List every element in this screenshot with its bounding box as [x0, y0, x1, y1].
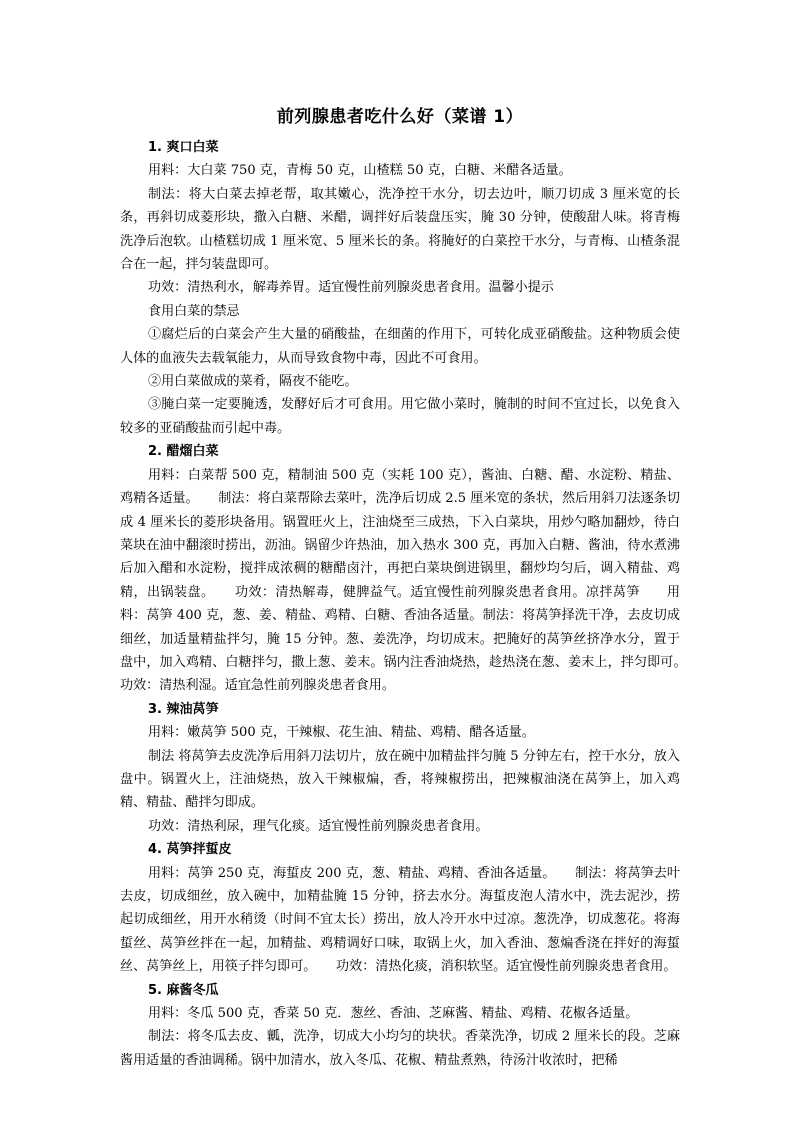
paragraph: 功效：清热利尿，理气化痰。适宜慢性前列腺炎患者食用。: [148, 818, 489, 834]
paragraph: 用料：大白菜 750 克，青梅 50 克，山楂糕 50 克，白糖、米醋各适量。: [148, 163, 572, 179]
paragraph: 用料：冬瓜 500 克，香菜 50 克．葱丝、香油、芝麻酱、精盐、鸡精、花椒各适量。: [148, 1006, 639, 1022]
recipe-section-3: [120, 698, 680, 838]
paragraph: 用料：白菜帮 500 克，精制油 500 克（实耗 100 克），酱油、白糖、醋、水淀粉、精盐、鸡精各适量。 制法：将白菜帮除去菜叶，洗净后切成 2.5 厘米宽的条状，然后用斜刀法逐条切成 4 厘米长的菱形块备用。锅置旺火上，注油烧至三成热，下入白菜块，用炒勺略加翻炒，待白菜块在油中翻滚时捞出，沥油。锅留少许热油，加入热水 300 克，再加入白糖、酱油，待水煮沸后加入醋和水淀粉，搅拌成浓稠的糖醋卤汁，再把白菜块倒进锅里，翻炒均匀后，调入精盐、鸡精，出锅装盘。 功效：清热解毒，健脾益气。适宜慢性前列腺炎患者食用。凉拌莴笋 用料：莴笋 400 克，葱、姜、精盐、鸡精、白糖、香油各适量。制法：将莴笋择洗干净，去皮切成细丝，加适量精盐拌匀，腌 15 分钟。葱、姜洗净，均切成末。把腌好的莴笋丝挤净水分，置于盘中，加入鸡精、白糖拌匀，撒上葱、姜末。锅内注香油烧热，趁热浇在葱、姜末上，拌匀即可。 功效：清热利湿。适宜急性前列腺炎患者食用。: [120, 467, 707, 694]
document-page: [120, 104, 707, 1072]
section-heading: 2. 醋熘白菜: [148, 444, 219, 460]
paragraph: ②用白菜做成的菜肴，隔夜不能吃。: [148, 374, 358, 390]
paragraph: 用料：嫩莴笋 500 克，干辣椒、花生油、精盐、鸡精、醋各适量。: [148, 725, 535, 741]
recipe-section-2: [120, 440, 707, 697]
page-title: 前列腺患者吃什么好（菜谱 1）: [276, 107, 524, 127]
section-heading: 1. 爽口白菜: [148, 140, 219, 155]
section-heading: 3. 辣油莴笋: [148, 701, 219, 717]
recipe-section-5: [120, 979, 680, 1073]
paragraph: 功效：清热利水，解毒养胃。适宜慢性前列腺炎患者食用。温馨小提示: [148, 280, 554, 296]
section-heading: 5. 麻酱冬瓜: [148, 982, 219, 998]
paragraph: ①腐烂后的白菜会产生大量的硝酸盐，在细菌的作用下，可转化成亚硝酸盐。这种物质会使人体的血液失去载氧能力，从而导致食物中毒，因此不可食用。: [120, 327, 680, 366]
section-heading: 4. 莴笋拌蜇皮: [148, 842, 232, 858]
paragraph: 食用白菜的禁忌: [148, 303, 240, 319]
paragraph: ③腌白菜一定要腌透，发酵好后才可食用。用它做小菜时，腌制的时间不宜过长，以免食入较多的亚硝酸盐而引起中毒。: [120, 397, 680, 436]
recipe-section-1: [120, 136, 680, 440]
paragraph: 制法 将莴笋去皮洗净后用斜刀法切片，放在碗中加精盐拌匀腌 5 分钟左右，控干水分，放入盘中。锅置火上，注油烧热，放入干辣椒煸，香，将辣椒捞出，把辣椒油浇在莴笋上，加入鸡精、精盐、醋拌匀即成。: [120, 748, 680, 811]
paragraph: 用料：莴笋 250 克，海蜇皮 200 克，葱、精盐、鸡精、香油各适量。 制法：将莴笋去叶去皮，切成细丝，放入碗中，加精盐腌 15 分钟，挤去水分。海蜇皮泡人清水中，洗去泥沙，捞起切成细丝，用开水稍烫（时间不宜太长）捞出，放人冷开水中过凉。葱洗净，切成葱花。将海蜇丝、莴笋丝拌在一起，加精盐、鸡精调好口味，取锅上火，加入香油、葱煸香浇在拌好的海蜇丝、莴笋丝上，用筷子拌匀即可。 功效：清热化痰，消积软坚。适宜慢性前列腺炎患者食用。: [120, 865, 680, 975]
paragraph: 制法：将大白菜去掉老帮，取其嫩心，洗净控干水分，切去边叶，顺刀切成 3 厘米宽的长条，再斜切成菱形块，撒入白糖、米醋，调拌好后装盘压实，腌 30 分钟，使酸甜人味。将青梅洗净后泡软。山楂糕切成 1 厘米宽、5 厘米长的条。将腌好的白菜控干水分，与青梅、山楂条混合在一起，拌匀装盘即可。: [120, 186, 680, 273]
recipe-section-4: [120, 838, 680, 978]
paragraph: 制法：将冬瓜去皮、瓤，洗净，切成大小均匀的块状。香菜洗净，切成 2 厘米长的段。芝麻酱用适量的香油调稀。锅中加清水，放入冬瓜、花椒、精盐煮熟，待汤汁收浓时，把稀: [120, 1029, 680, 1068]
